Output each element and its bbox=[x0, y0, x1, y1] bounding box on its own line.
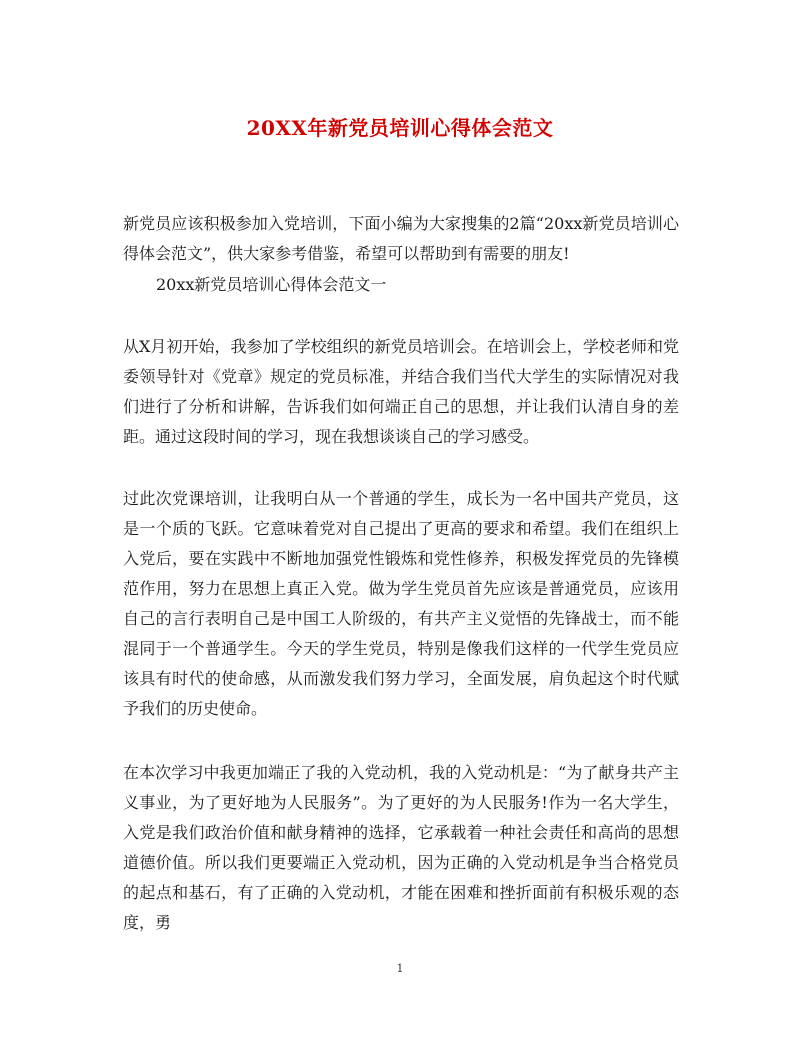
intro-paragraph: 新党员应该积极参加入党培训，下面小编为大家搜集的2篇“20xx新党员培训心得体会范文”，供大家参考借鉴，希望可以帮助到有需要的朋友! bbox=[123, 214, 679, 263]
body-paragraph: 从X月初开始，我参加了学校组织的新党员培训会。在培训会上，学校老师和党委领导针对《党章》规定的党员标准，并结合我们当代大学生的实际情况对我们进行了分析和讲解，告诉我们如何端正自己的思想，并让我们认清自身的差距。通过这段时间的学习，现在我想谈谈自己的学习感受。 bbox=[123, 337, 679, 446]
page-number: 1 bbox=[396, 962, 404, 975]
document-title: 20XX年新党员培训心得体会范文 bbox=[246, 116, 554, 140]
body-paragraph: 在本次学习中我更加端正了我的入党动机，我的入党动机是：“为了献身共产主义事业，为了更好地为人民服务”。为了更好的为人民服务!作为一名大学生，入党是我们政治价值和献身精神的选择，它承载着一种社会责任和高尚的思想道德价值。所以我们更要端正入党动机，因为正确的入党动机是争当合格党员的起点和基石，有了正确的入党动机，才能在困难和挫折面前有积极乐观的态度，勇 bbox=[123, 763, 679, 932]
section-subtitle: 20xx新党员培训心得体会范文一 bbox=[156, 275, 387, 294]
body-paragraph: 过此次党课培训，让我明白从一个普通的学生，成长为一名中国共产党员，这是一个质的飞跃。它意味着党对自己提出了更高的要求和希望。我们在组织上入党后，要在实践中不断地加强党性锻炼和党性修养，积极发挥党员的先锋模范作用，努力在思想上真正入党。做为学生党员首先应该是普通党员，应该用自己的言行表明自己是中国工人阶级的，有共产主义觉悟的先锋战士，而不能混同于一个普通学生。今天的学生党员，特别是像我们这样的一代学生党员应该具有时代的使命感，从而激发我们努力学习，全面发展，肩负起这个时代赋予我们的历史使命。 bbox=[123, 489, 679, 718]
